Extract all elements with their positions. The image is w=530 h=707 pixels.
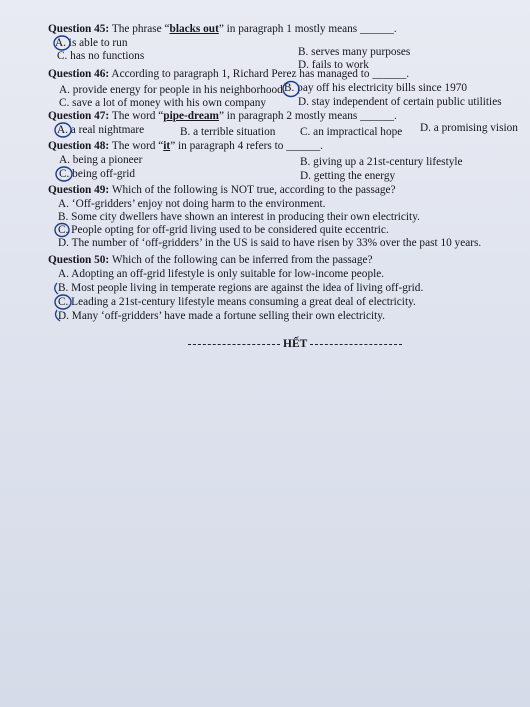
q45-option-d[interactable]: D. fails to work — [298, 59, 369, 71]
end-marker — [185, 338, 405, 350]
q46-option-a[interactable]: A. provide energy for people in his neighborhood — [59, 84, 283, 96]
q49-option-d[interactable]: D. The number of ‘off-gridders’ in the US is said to have risen by 33% over the past 10 years. — [58, 237, 482, 249]
q50-option-a[interactable]: A. Adopting an off-grid lifestyle is only suitable for low-income people. — [58, 268, 385, 280]
question-48-stem-b: ” in paragraph 4 refers to ______. — [170, 140, 323, 152]
question-49 — [48, 184, 518, 197]
q46-option-b[interactable]: B. pay off his electricity bills since 1970 — [284, 82, 468, 94]
question-45-keyword: blacks out — [169, 23, 219, 35]
q48-option-d[interactable]: D. getting the energy — [300, 170, 396, 182]
question-46-stem: According to paragraph 1, Richard Perez has managed to ______. — [111, 68, 410, 80]
q45-option-a[interactable]: A. is able to run — [55, 37, 128, 49]
question-49-stem: Which of the following is NOT true, according to the passage? — [111, 184, 396, 196]
q47-option-a[interactable]: A. a real nightmare — [57, 124, 145, 136]
question-45-stem-b: ” in paragraph 1 mostly means ______. — [218, 23, 397, 35]
question-47-stem-b: ” in paragraph 2 mostly means ______. — [218, 110, 397, 122]
q45-option-b[interactable]: B. serves many purposes — [298, 46, 411, 58]
q49-option-a[interactable]: A. ‘Off-gridders’ enjoy not doing harm to the environment. — [58, 198, 326, 210]
question-48-keyword: it — [163, 140, 171, 152]
left-dash-divider — [188, 344, 280, 345]
question-50 — [48, 254, 518, 267]
right-dash-divider — [310, 344, 402, 345]
q50-option-c[interactable]: C. Leading a 21st-century lifestyle means consuming a great deal of electricity. — [58, 296, 416, 308]
q48-option-a[interactable]: A. being a pioneer — [59, 154, 143, 166]
question-47-title: Question 47: — [48, 110, 110, 122]
question-48 — [48, 140, 518, 153]
q49-option-b[interactable]: B. Some city dwellers have shown an interest in producing their own electricity. — [58, 211, 420, 223]
question-46-title: Question 46: — [48, 68, 110, 80]
question-49-title: Question 49: — [48, 184, 110, 196]
q47-option-c[interactable]: C. an impractical hope — [300, 126, 403, 138]
question-45 — [48, 23, 518, 36]
question-47-keyword: pipe-dream — [163, 110, 219, 122]
q48-option-c[interactable]: C. being off-grid — [59, 168, 136, 180]
question-45-stem-a: The phrase “ — [111, 23, 170, 35]
q47-option-b[interactable]: B. a terrible situation — [180, 126, 276, 138]
q50-option-b[interactable]: B. Most people living in temperate regions are against the idea of living off-grid. — [58, 282, 424, 294]
question-50-stem: Which of the following can be inferred from the passage? — [111, 254, 373, 266]
question-46 — [48, 68, 518, 81]
q50-option-d[interactable]: D. Many ‘off-gridders’ have made a fortune selling their own electricity. — [58, 310, 385, 322]
question-48-stem-a: The word “ — [111, 140, 164, 152]
question-45-title: Question 45: — [48, 23, 110, 35]
q46-option-c[interactable]: C. save a lot of money with his own company — [59, 97, 267, 109]
q49-option-c[interactable]: C. People opting for off-grid living used to be considered quite eccentric. — [58, 224, 389, 236]
question-50-title: Question 50: — [48, 254, 110, 266]
q48-option-b[interactable]: B. giving up a 21st-century lifestyle — [300, 156, 463, 168]
q45-option-c[interactable]: C. has no functions — [57, 50, 145, 62]
end-label: HẾT — [283, 338, 308, 350]
q46-option-d[interactable]: D. stay independent of certain public utilities — [298, 96, 502, 108]
q47-option-d[interactable]: D. a promising vision — [420, 122, 518, 134]
question-47-stem-a: The word “ — [111, 110, 164, 122]
question-48-title: Question 48: — [48, 140, 110, 152]
